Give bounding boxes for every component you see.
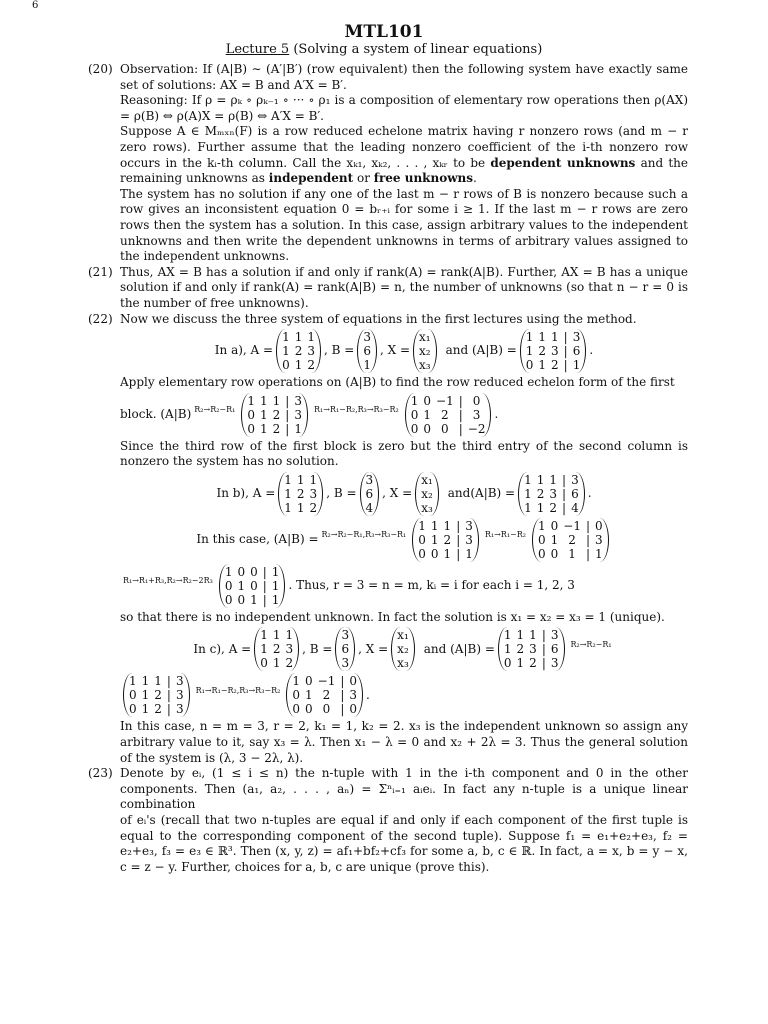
matrix-entry: x₃ <box>421 500 433 515</box>
matrix-entry: 6 <box>341 642 350 657</box>
matrix-entry: 3 <box>549 486 558 501</box>
matrix-separator: | <box>541 642 546 657</box>
matrix-entry: 2 <box>272 421 281 436</box>
matrix-entry: 1 <box>443 518 452 533</box>
matrix-entry: 2 <box>549 500 558 515</box>
matrix-entry: 2 <box>568 532 576 547</box>
matrix-entry: 3 <box>341 656 350 671</box>
matrix-entry: 6 <box>550 642 559 657</box>
end-period: . <box>589 343 594 358</box>
matrix-entry: x₁ <box>397 628 409 643</box>
matrix-entry: 0 <box>423 393 432 408</box>
case-a-label: In a), A = <box>214 343 274 358</box>
matrix-entry: 1 <box>282 344 290 359</box>
case-c-conclusion: In this case, n = m = 3, r = 2, k₁ = 1, k₂ = 2. x₃ is the independent unknown so assign any arbitrary value to it, say x₃ = λ. Then x₁ − λ = 0 and x₂ + 2λ = 3. Thus the general solution of the system is (λ, 3 − 2λ, λ). <box>120 719 688 765</box>
matrix-separator: | <box>562 500 567 515</box>
matrix-separator: | <box>262 592 267 607</box>
row-op-1: R₂→R₂−R₁,R₃→R₃−R₁ <box>321 530 407 540</box>
course-title: MTL101 <box>344 22 424 42</box>
comma-b: , B = <box>302 641 333 656</box>
lecture-label: Lecture 5 <box>225 42 290 57</box>
matrix-entry: 0 <box>430 546 439 561</box>
case-b-final <box>120 564 688 608</box>
matrix-entry: 1 <box>272 393 281 408</box>
rank-text: Thus, AX = B has a solution if and only if rank(A) = rank(A|B). Further, AX = B has a unique solution if and only if rank(A) = rank(A|B) = n, the number of unknowns (so that n − r = 0 is the number of free unknowns). <box>120 264 688 310</box>
matrix-entry: −1 <box>317 674 336 689</box>
matrix-entry: x₂ <box>419 344 431 359</box>
matrix-entry: 3 <box>175 688 184 703</box>
matrix-entry: 1 <box>525 330 534 345</box>
matrix-entry: 2 <box>272 642 281 657</box>
matrix-entry: 0 <box>537 546 546 561</box>
reduced-matrix-1 <box>412 518 479 562</box>
matrix-entry: 3 <box>175 674 184 689</box>
matrix-entry: 1 <box>363 358 371 373</box>
matrix-separator: | <box>166 702 171 717</box>
lecture-topic: (Solving a system of linear equations) <box>293 42 543 57</box>
case-a-conclusion: Since the third row of the first block is zero but the third entry of the second column is nonzero the system has no solution. <box>120 438 688 469</box>
augmented-label: and (A|B) = <box>445 343 517 358</box>
matrix-a <box>278 472 323 516</box>
matrix-entry: 6 <box>365 486 374 501</box>
matrix-entry: 0 <box>418 546 426 561</box>
matrix-separator: | <box>262 578 267 593</box>
matrix-entry: 0 <box>441 421 449 436</box>
matrix-entry: 0 <box>129 688 137 703</box>
matrix-separator: | <box>458 407 463 422</box>
matrix-entry: 1 <box>260 407 268 422</box>
matrix-entry: 0 <box>250 578 258 593</box>
item-23 <box>88 766 688 875</box>
matrix-separator: | <box>562 486 567 501</box>
matrix-entry: 0 <box>305 674 313 689</box>
matrix-entry: 1 <box>503 628 512 643</box>
matrix-entry: 3 <box>571 472 579 487</box>
case-b-definitions <box>120 472 688 516</box>
matrix-entry: 1 <box>525 344 534 359</box>
matrix-entry: 1 <box>271 592 280 607</box>
matrix-separator: | <box>340 674 345 689</box>
matrix-entry: 6 <box>572 344 581 359</box>
matrix-entry: −2 <box>467 421 486 436</box>
matrix-entry: 1 <box>237 578 246 593</box>
matrix-entry: 1 <box>294 330 303 345</box>
matrix-entry: 0 <box>349 674 358 689</box>
reduced-matrix-1 <box>123 673 190 717</box>
matrix-entry: 2 <box>309 500 318 515</box>
no-solution-text: The system has no solution if any one of the last m − r rows of B is nonzero because such a row gives an inconsistent equation 0 = bᵣ₊ᵢ for some i ≥ 1. If the last m − r rows are zero rows then the system has a solution. In this case, assign arbitrary values to the independent unknowns and then write the dependent unknowns in terms of arbitrary values assigned to the independent unknowns. <box>120 186 688 264</box>
matrix-entry: 2 <box>154 688 162 703</box>
reasoning-text: Reasoning: If ρ = ρₖ ∘ ρₖ₋₁ ∘ ··· ∘ ρ₁ is a composition of elementary row operations then ρ(AX) = ρ(B) ⇔ ρ(A)X = ρ(B) ⇔ A′X = B′. <box>120 93 688 123</box>
case-b-reduction <box>120 518 688 562</box>
matrix-separator: | <box>456 518 461 533</box>
matrix-entry: 2 <box>443 532 452 547</box>
matrix-entry: 1 <box>260 393 268 408</box>
item-number: (20) <box>88 62 113 76</box>
reduced-matrix-2 <box>405 393 492 437</box>
comma-x: , X = <box>358 641 389 656</box>
matrix-entry: 3 <box>309 486 318 501</box>
comma-b: , B = <box>324 343 355 358</box>
matrix-separator: | <box>458 393 463 408</box>
matrix-entry: 0 <box>595 518 603 533</box>
matrix-entry: 4 <box>571 500 579 515</box>
matrix-separator: | <box>262 564 267 579</box>
matrix-a <box>276 329 321 373</box>
matrix-entry: 1 <box>524 472 532 487</box>
matrix-entry: 0 <box>129 702 137 717</box>
matrix-entry: 1 <box>272 628 281 643</box>
vector-x <box>413 329 437 373</box>
matrix-entry: 2 <box>272 407 281 422</box>
thus-text: . Thus, r = 3 = n = m, kᵢ = i for each i = 1, 2, 3 <box>288 578 575 593</box>
matrix-separator: | <box>456 546 461 561</box>
matrix-entry: 1 <box>516 656 525 671</box>
matrix-separator: | <box>340 688 345 703</box>
lecture-heading <box>0 42 768 57</box>
intro-text: Now we discuss the three system of equations in the first lectures using the method. <box>120 311 637 326</box>
matrix-entry: 1 <box>141 688 150 703</box>
vector-x <box>415 472 439 516</box>
augmented-matrix <box>520 329 587 373</box>
matrix-entry: 2 <box>154 702 162 717</box>
case-c-definitions <box>120 627 688 671</box>
matrix-entry: x₂ <box>397 642 409 657</box>
case-a-definitions <box>120 329 688 373</box>
matrix-entry: 3 <box>175 702 184 717</box>
matrix-entry: 1 <box>224 564 233 579</box>
matrix-entry: 1 <box>418 518 426 533</box>
matrix-entry: 3 <box>294 407 302 422</box>
matrix-entry: 0 <box>292 702 300 717</box>
matrix-entry: 3 <box>572 330 581 345</box>
comma-x: , X = <box>379 343 411 358</box>
lecture-content <box>88 62 688 875</box>
matrix-separator: | <box>166 674 171 689</box>
matrix-entry: 1 <box>550 532 559 547</box>
matrix-entry: 0 <box>260 656 268 671</box>
page-number: 6 <box>32 0 39 11</box>
matrix-entry: 1 <box>538 330 547 345</box>
matrix-entry: 1 <box>423 407 432 422</box>
augmented-label: and(A|B) = <box>447 486 516 501</box>
item-number: (22) <box>88 311 113 326</box>
apply-text: Apply elementary row operations on (A|B) to find the row reduced echelon form of the first <box>120 375 675 390</box>
matrix-entry: 0 <box>503 656 512 671</box>
matrix-entry: 1 <box>282 330 290 345</box>
matrix-entry: 1 <box>516 628 525 643</box>
matrix-entry: 2 <box>294 344 303 359</box>
matrix-separator: | <box>166 688 171 703</box>
item-21 <box>88 264 688 312</box>
observation-text: Observation: If (A|B) ∼ (A′|B′) (row equivalent) then the following system have exactly same set of solutions: AX = B and A′X = B′. <box>120 62 688 92</box>
matrix-entry: 2 <box>322 688 331 703</box>
matrix-separator: | <box>285 407 290 422</box>
matrix-entry: 1 <box>524 486 532 501</box>
item-20 <box>88 62 688 265</box>
row-op-1: R₂→R₂−R₁ <box>194 404 236 414</box>
vector-b <box>360 472 380 516</box>
matrix-entry: x₂ <box>421 486 433 501</box>
matrix-entry: 3 <box>529 642 537 657</box>
matrix-entry: 1 <box>572 358 581 373</box>
matrix-entry: 1 <box>285 628 294 643</box>
comma-x: , X = <box>382 486 413 501</box>
free-unknowns-term: free unknowns <box>373 171 474 186</box>
matrix-entry: 1 <box>465 546 473 561</box>
case-c-label: In c), A = <box>193 641 252 656</box>
matrix-separator: | <box>285 421 290 436</box>
matrix-separator: | <box>585 546 591 561</box>
row-op-2: R₁→R₁−R₂,R₃→R₃−R₂ <box>195 685 281 695</box>
matrix-entry: 0 <box>292 688 300 703</box>
matrix-entry: 1 <box>538 358 547 373</box>
matrix-entry: 3 <box>472 407 481 422</box>
case-a-reduction <box>120 393 688 437</box>
matrix-entry: x₁ <box>421 472 433 487</box>
matrix-entry: 3 <box>363 330 371 345</box>
matrix-entry: 3 <box>465 518 473 533</box>
matrix-entry: 1 <box>503 642 512 657</box>
matrix-entry: 0 <box>550 518 559 533</box>
vector-b <box>335 627 355 671</box>
augmented-matrix <box>518 472 585 516</box>
row-op-2: R₁→R₁−R₂,R₃→R₃−R₂ <box>313 404 399 414</box>
matrix-entry: 2 <box>516 642 525 657</box>
matrix-entry: 0 <box>550 546 559 561</box>
case-b-conclusion: so that there is no independent unknown. In fact the solution is x₁ = x₂ = x₃ = 1 (unique). <box>120 609 665 624</box>
matrix-separator: | <box>340 702 345 717</box>
matrix-entry: 0 <box>410 421 419 436</box>
matrix-separator: | <box>541 628 546 643</box>
matrix-separator: | <box>563 358 568 373</box>
matrix-entry: 1 <box>443 546 452 561</box>
matrix-entry: 1 <box>141 674 150 689</box>
matrix-entry: 1 <box>154 674 162 689</box>
matrix-entry: 3 <box>349 688 358 703</box>
independent-term: independent <box>268 171 354 186</box>
matrix-entry: 0 <box>282 358 290 373</box>
matrix-entry: 0 <box>247 407 256 422</box>
reduced-matrix-1 <box>241 393 308 437</box>
matrix-entry: 1 <box>250 592 258 607</box>
vector-x <box>391 627 415 671</box>
augmented-label: and (A|B) = <box>423 641 495 656</box>
matrix-entry: 3 <box>365 472 374 487</box>
end-period: . <box>366 687 370 702</box>
matrix-entry: 3 <box>550 628 559 643</box>
matrix-entry: 0 <box>418 532 426 547</box>
matrix-separator: | <box>541 656 546 671</box>
matrix-entry: 1 <box>307 330 316 345</box>
comma-b: , B = <box>326 486 357 501</box>
matrix-entry: 0 <box>237 592 246 607</box>
matrix-entry: 0 <box>410 407 419 422</box>
matrix-entry: 1 <box>129 674 137 689</box>
matrix-entry: x₃ <box>419 358 431 373</box>
matrix-entry: 1 <box>292 674 300 689</box>
matrix-entry: 1 <box>536 472 545 487</box>
tuple-text-2: of eᵢ's (recall that two n-tuples are equal if and only if each component of the first tuple is equal to the corresponding component of the second tuple). Suppose f₁ = e₁+e₂+e₃, f₂ = e₂+e₃, f₃ = e₃ ∈ ℝ³. Then (x, y, z) = af₁+bf₂+cf₃ for some a, b, c ∈ ℝ. In fact, a = x, b = y − x, c = z − y. Further, choices for a, b, c are unique (prove this). <box>120 813 688 874</box>
matrix-separator: | <box>585 532 591 547</box>
matrix-entry: 1 <box>284 500 292 515</box>
matrix-entry: 2 <box>538 344 547 359</box>
matrix-entry: 2 <box>551 358 559 373</box>
matrix-entry: 0 <box>224 592 233 607</box>
matrix-entry: 1 <box>284 486 292 501</box>
matrix-entry: 4 <box>365 500 374 515</box>
matrix-entry: 1 <box>430 532 439 547</box>
matrix-entry: 1 <box>294 421 302 436</box>
row-op-1: R₂→R₂−R₁ <box>570 639 612 649</box>
matrix-entry: 0 <box>525 358 534 373</box>
case-b-label: In b), A = <box>216 486 276 501</box>
matrix-entry: 1 <box>284 472 292 487</box>
matrix-entry: 1 <box>410 393 419 408</box>
matrix-a <box>254 627 299 671</box>
matrix-entry: 0 <box>537 532 546 547</box>
matrix-entry: 0 <box>423 421 432 436</box>
matrix-entry: 6 <box>571 486 579 501</box>
end-period: . <box>587 486 592 501</box>
row-op-3: R₁→R₁+R₃,R₂→R₂−2R₃ <box>123 576 213 586</box>
item-number: (23) <box>88 766 113 781</box>
matrix-entry: 1 <box>272 656 281 671</box>
matrix-entry: 2 <box>307 358 316 373</box>
matrix-entry: x₁ <box>419 330 431 345</box>
matrix-entry: 2 <box>441 407 449 422</box>
augmented-matrix <box>498 627 565 671</box>
matrix-entry: 0 <box>349 702 358 717</box>
matrix-entry: 3 <box>341 628 350 643</box>
matrix-entry: 1 <box>271 578 280 593</box>
matrix-entry: 1 <box>260 642 268 657</box>
item-22 <box>88 311 688 767</box>
matrix-entry: 0 <box>322 702 331 717</box>
matrix-entry: 1 <box>305 688 313 703</box>
reduced-matrix-2 <box>286 673 363 717</box>
matrix-entry: 1 <box>537 518 546 533</box>
matrix-entry: 1 <box>271 564 280 579</box>
matrix-entry: 1 <box>568 546 576 561</box>
matrix-entry: 2 <box>296 486 305 501</box>
matrix-entry: 3 <box>307 344 316 359</box>
vector-b <box>357 329 377 373</box>
matrix-entry: 0 <box>472 393 481 408</box>
matrix-entry: 1 <box>309 472 318 487</box>
matrix-separator: | <box>285 393 290 408</box>
case-label: In this case, (A|B) = <box>196 532 319 547</box>
matrix-separator: | <box>562 472 567 487</box>
matrix-entry: 1 <box>247 393 256 408</box>
case-c-reduction <box>120 673 688 717</box>
matrix-entry: 1 <box>260 628 268 643</box>
matrix-entry: 3 <box>550 656 559 671</box>
matrix-entry: −1 <box>436 393 454 408</box>
matrix-entry: 1 <box>595 546 603 561</box>
matrix-entry: 0 <box>305 702 313 717</box>
block-label: block. (A|B) <box>120 406 192 421</box>
row-op-2: R₁→R₁−R₂ <box>484 530 526 540</box>
dependent-unknowns-term: dependent unknowns <box>490 155 636 170</box>
suppose-part-a: Suppose A ∈ Mₘₓₙ(F) is a row reduced echelone matrix having r nonzero rows (and m − r zero rows). Further assume that the leading nonzero coefficient of the i-th nonzero row occurs in the kᵢ-th column. Call the xₖ₁, xₖ₂, . . . , xₖᵣ to be <box>120 124 688 170</box>
matrix-separator: | <box>456 532 461 547</box>
matrix-entry: 1 <box>549 472 558 487</box>
matrix-entry: 0 <box>237 564 246 579</box>
suppose-part-b: and the remaining unknowns as <box>120 155 688 186</box>
matrix-entry: 1 <box>294 358 303 373</box>
matrix-entry: 1 <box>551 330 559 345</box>
matrix-entry: 2 <box>285 656 294 671</box>
matrix-separator: | <box>585 518 591 533</box>
matrix-entry: 2 <box>536 486 545 501</box>
matrix-entry: 0 <box>247 421 256 436</box>
matrix-entry: 1 <box>296 472 305 487</box>
suppose-text <box>120 124 688 186</box>
matrix-separator: | <box>563 330 568 345</box>
matrix-entry: 1 <box>524 500 532 515</box>
matrix-separator: | <box>458 421 463 436</box>
matrix-entry: 0 <box>250 564 258 579</box>
matrix-entry: 6 <box>363 344 371 359</box>
tuple-text-1: Denote by eᵢ, (1 ≤ i ≤ n) the n-tuple with 1 in the i-th component and 0 in the other components. Then (a₁, a₂, . . . , aₙ) = Σⁿᵢ₌₁ aᵢeᵢ. In fact any n-tuple is a unique linear combination <box>120 766 688 812</box>
matrix-entry: x₃ <box>397 656 409 671</box>
matrix-entry: 1 <box>260 421 268 436</box>
matrix-entry: 3 <box>551 344 559 359</box>
matrix-entry: 3 <box>465 532 473 547</box>
matrix-entry: 3 <box>595 532 603 547</box>
matrix-entry: 1 <box>296 500 305 515</box>
matrix-entry: 1 <box>141 702 150 717</box>
matrix-entry: 2 <box>529 656 537 671</box>
matrix-separator: | <box>563 344 568 359</box>
matrix-entry: 1 <box>536 500 545 515</box>
matrix-entry: 3 <box>285 642 294 657</box>
item-number: (21) <box>88 264 113 279</box>
matrix-entry: 1 <box>529 628 537 643</box>
period: . <box>473 171 477 186</box>
matrix-entry: 0 <box>224 578 233 593</box>
reduced-matrix-2 <box>532 518 609 562</box>
matrix-entry: 1 <box>430 518 439 533</box>
or-word: or <box>356 171 370 186</box>
matrix-entry: 3 <box>294 393 302 408</box>
reduced-matrix-3 <box>219 564 286 608</box>
end-period: . <box>494 406 499 421</box>
matrix-entry: −1 <box>563 518 581 533</box>
